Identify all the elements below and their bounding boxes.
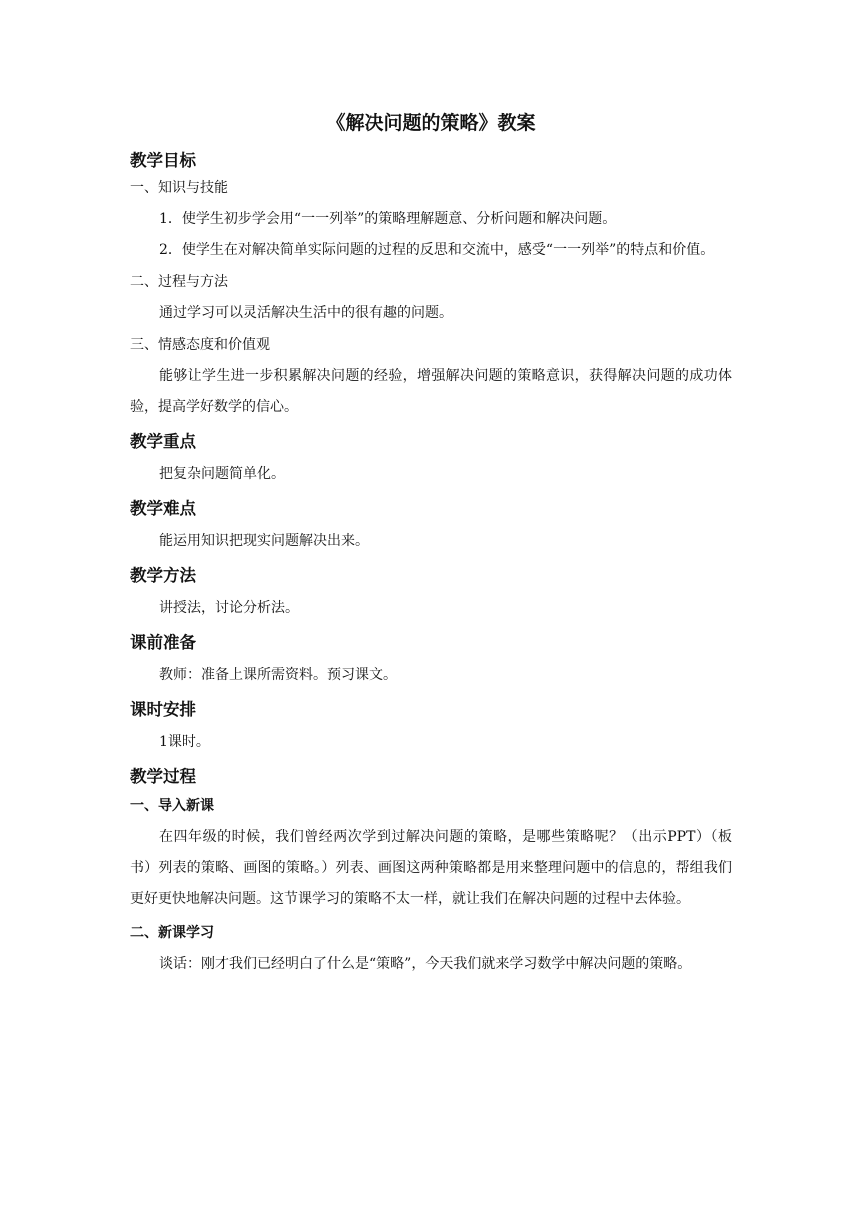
paragraph: 教师：准备上课所需资料。预习课文。 (159, 667, 397, 683)
subsection-heading-attitude: 三、情感态度和价值观 (130, 337, 270, 353)
section-heading-objectives: 教学目标 (130, 151, 196, 170)
paragraph: 把复杂问题简单化。 (159, 466, 285, 482)
section-heading-preparation: 课前准备 (130, 633, 196, 652)
section-heading-methods: 教学方法 (130, 566, 196, 585)
paragraph: 能运用知识把现实问题解决出来。 (159, 533, 369, 549)
paragraph: 谈话：刚才我们已经明白了什么是“策略”，今天我们就来学习数学中解决问题的策略。 (159, 956, 692, 972)
section-heading-difficulties: 教学难点 (130, 499, 196, 518)
paragraph: 通过学习可以灵活解决生活中的很有趣的问题。 (159, 305, 453, 321)
section-heading-process: 教学过程 (130, 767, 196, 786)
section-heading-key-points: 教学重点 (130, 432, 196, 451)
paragraph: 2．使学生在对解决简单实际问题的过程的反思和交流中，感受“一一列举”的特点和价值。 (159, 242, 715, 258)
paragraph: 能够让学生进一步积累解决问题的经验，增强解决问题的策略意识，获得解决问题的成功体验，提高学好数学的信心。 (130, 368, 732, 415)
subsection-heading-new-lesson: 二、新课学习 (130, 925, 214, 941)
section-heading-schedule: 课时安排 (130, 700, 196, 719)
paragraph: 讲授法，讨论分析法。 (159, 600, 299, 616)
document-title: 《解决问题的策略》教案 (326, 112, 536, 134)
subsection-heading-process-method: 二、过程与方法 (130, 274, 228, 290)
subsection-heading-intro: 一、导入新课 (130, 798, 214, 814)
subsection-heading-knowledge: 一、知识与技能 (130, 180, 228, 196)
document-body (130, 110, 732, 980)
paragraph: 1．使学生初步学会用“一一列举”的策略理解题意、分析问题和解决问题。 (159, 211, 617, 227)
paragraph: 在四年级的时候，我们曾经两次学到过解决问题的策略，是哪些策略呢？（出示PPT）（板书）列表的策略、画图的策略。）列表、画图这两种策略都是用来整理问题中的信息的，帮组我们更好更快地解决问题。这节课学习的策略不太一样，就让我们在解决问题的过程中去体验。 (130, 829, 732, 907)
paragraph: 1课时。 (159, 734, 210, 750)
